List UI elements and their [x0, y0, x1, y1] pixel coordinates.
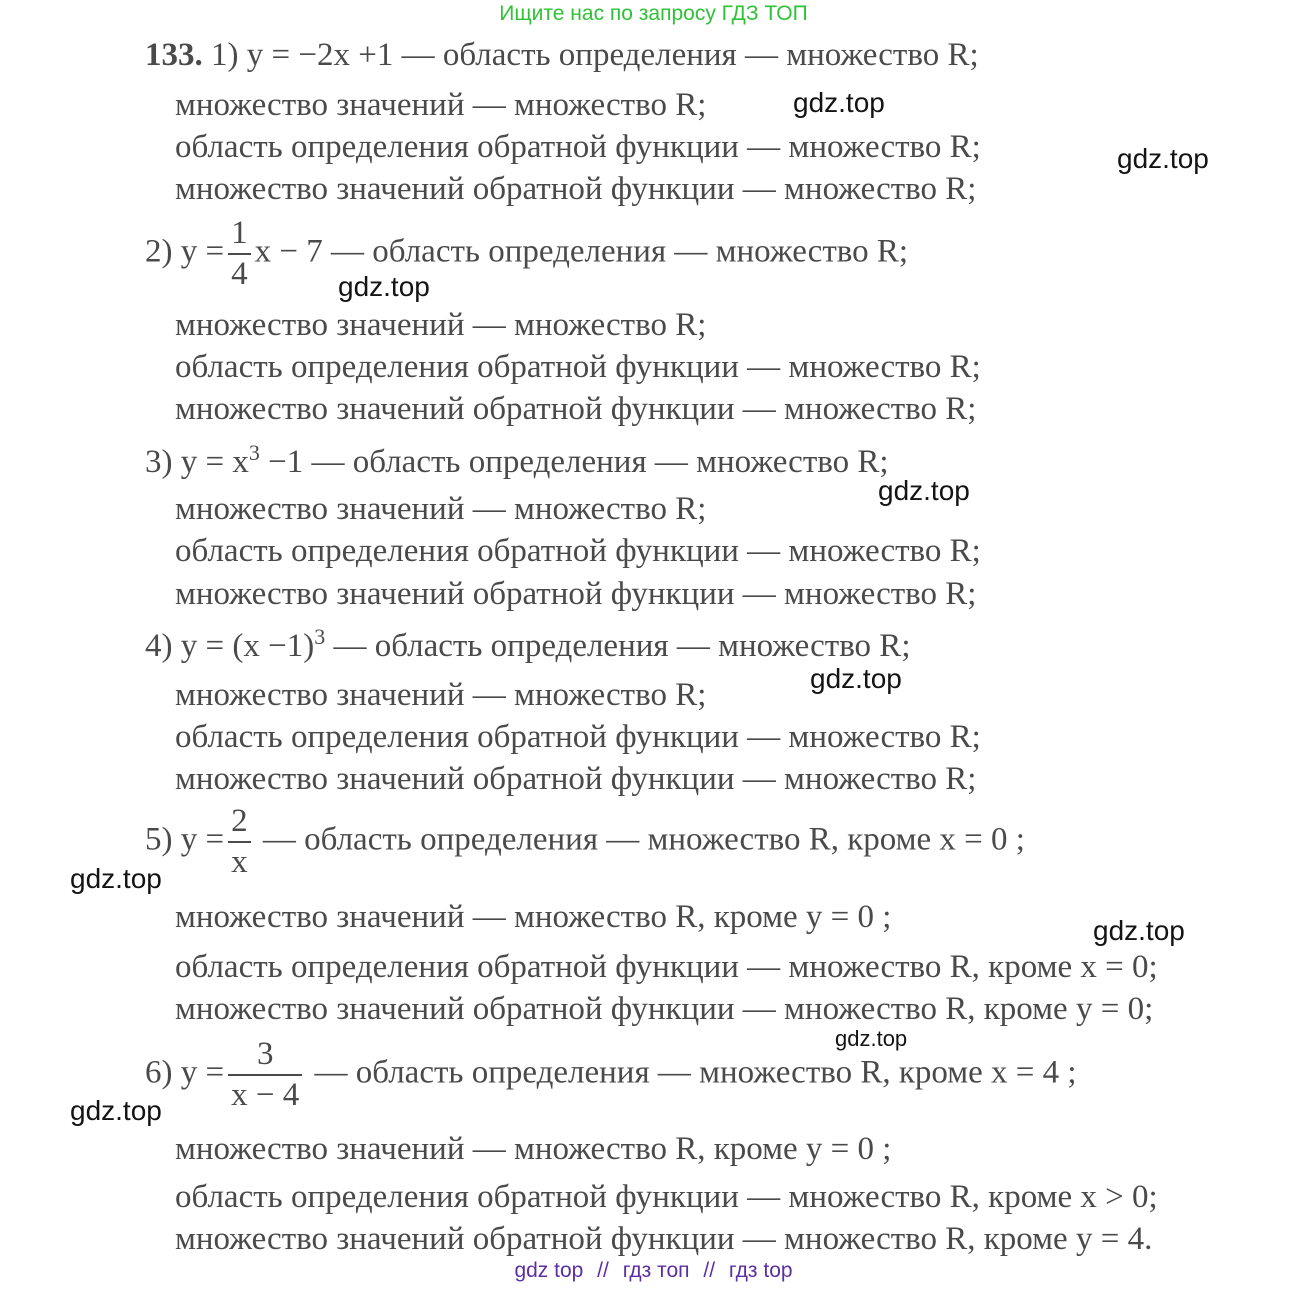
item-3-inv-domain: область определения обратной функции — множество R;: [175, 533, 981, 569]
watermark: gdz.top: [70, 1095, 162, 1126]
item-3-formula-base: y = x: [180, 444, 249, 480]
item-1-range: множество значений — множество R;: [175, 87, 707, 123]
bottom-banner-sep: //: [597, 1259, 609, 1282]
bottom-banner: [0, 1259, 1307, 1283]
item-5-label: 5): [145, 821, 173, 858]
item-5-inv-domain: область определения обратной функции — множество R, кроме x = 0;: [175, 949, 1158, 985]
item-6-inv-domain: область определения обратной функции — множество R, кроме x > 0;: [175, 1179, 1158, 1215]
item-6-frac-num: 3: [228, 1038, 302, 1076]
item-2-header: [145, 217, 908, 291]
item-2-fraction: [228, 217, 251, 291]
watermark: gdz.top: [810, 663, 902, 694]
item-4-header: [145, 624, 911, 665]
item-3-formula-tail: −1: [268, 444, 304, 480]
watermark: gdz.top: [70, 863, 162, 894]
item-4-formula-base: y = (x −1): [180, 628, 315, 664]
item-5-header: [145, 805, 1025, 879]
item-5-frac-num: 2: [228, 805, 251, 843]
item-1-inv-range: множество значений обратной функции — множество R;: [175, 171, 977, 207]
watermark: gdz.top: [1093, 915, 1185, 946]
item-6-label: 6): [145, 1054, 173, 1091]
bottom-banner-sep: //: [703, 1259, 716, 1282]
item-5-fraction: [228, 805, 251, 879]
item-1-formula: y = −2x +1: [246, 37, 394, 73]
item-4-inv-range: множество значений обратной функции — множество R;: [175, 761, 977, 797]
watermark: gdz.top: [1117, 143, 1209, 174]
watermark: gdz.top: [835, 1026, 908, 1051]
item-3-domain: — область определения — множество R;: [311, 444, 889, 480]
item-6-range: множество значений — множество R, кроме y = 0 ;: [175, 1131, 892, 1167]
item-4-inv-domain: область определения обратной функции — множество R;: [175, 719, 981, 755]
item-4-range: множество значений — множество R;: [175, 677, 707, 713]
item-6-inv-range: множество значений обратной функции — множество R, кроме y = 4.: [175, 1221, 1153, 1257]
item-2-formula-prefix: y =: [180, 233, 225, 270]
problem-number: 133.: [145, 37, 203, 73]
item-3-inv-range: множество значений обратной функции — множество R;: [175, 576, 977, 612]
item-3-header: [145, 440, 889, 481]
bottom-banner-part: gdz top: [514, 1259, 584, 1282]
watermark: gdz.top: [878, 475, 970, 506]
item-5-range: множество значений — множество R, кроме y = 0 ;: [175, 899, 892, 935]
item-6-header: [145, 1038, 1077, 1112]
item-2-inv-domain: область определения обратной функции — множество R;: [175, 349, 981, 385]
item-2-domain: — область определения — множество R;: [331, 233, 909, 270]
item-1-label: 1): [211, 37, 239, 73]
item-2-formula-suffix: x − 7: [254, 233, 323, 270]
item-4-domain: — область определения — множество R;: [333, 628, 911, 664]
item-2-range: множество значений — множество R;: [175, 307, 707, 343]
item-3-range: множество значений — множество R;: [175, 491, 707, 527]
item-4-label: 4): [145, 628, 173, 664]
item-6-domain: — область определения — множество R, кроме x = 4 ;: [314, 1054, 1077, 1091]
item-5-inv-range: множество значений обратной функции — множество R, кроме y = 0;: [175, 991, 1154, 1027]
bottom-banner-part: гдз топ: [622, 1259, 690, 1282]
item-1-inv-domain: область определения обратной функции — множество R;: [175, 129, 981, 165]
item-6-frac-den: x − 4: [231, 1077, 300, 1113]
item-1-domain: — область определения — множество R;: [401, 37, 979, 73]
item-2-inv-range: множество значений обратной функции — множество R;: [175, 391, 977, 427]
item-2-frac-den: 4: [231, 256, 248, 292]
watermark: gdz.top: [338, 271, 430, 302]
item-6-formula-prefix: y =: [180, 1054, 225, 1091]
item-3-label: 3): [145, 444, 173, 480]
item-5-formula-prefix: y =: [180, 821, 225, 858]
item-2-frac-num: 1: [228, 217, 251, 255]
item-4-exponent: 3: [314, 624, 326, 649]
item-3-exponent: 3: [248, 440, 260, 465]
bottom-banner-part: гдз top: [728, 1259, 793, 1282]
item-1-header: [145, 36, 979, 74]
top-banner: Ищите нас по запросу ГДЗ ТОП: [499, 2, 808, 25]
item-6-fraction: [228, 1038, 302, 1112]
item-2-label: 2): [145, 233, 173, 270]
item-5-frac-den: x: [231, 844, 248, 880]
watermark: gdz.top: [793, 87, 885, 118]
item-5-domain: — область определения — множество R, кроме x = 0 ;: [262, 821, 1025, 858]
